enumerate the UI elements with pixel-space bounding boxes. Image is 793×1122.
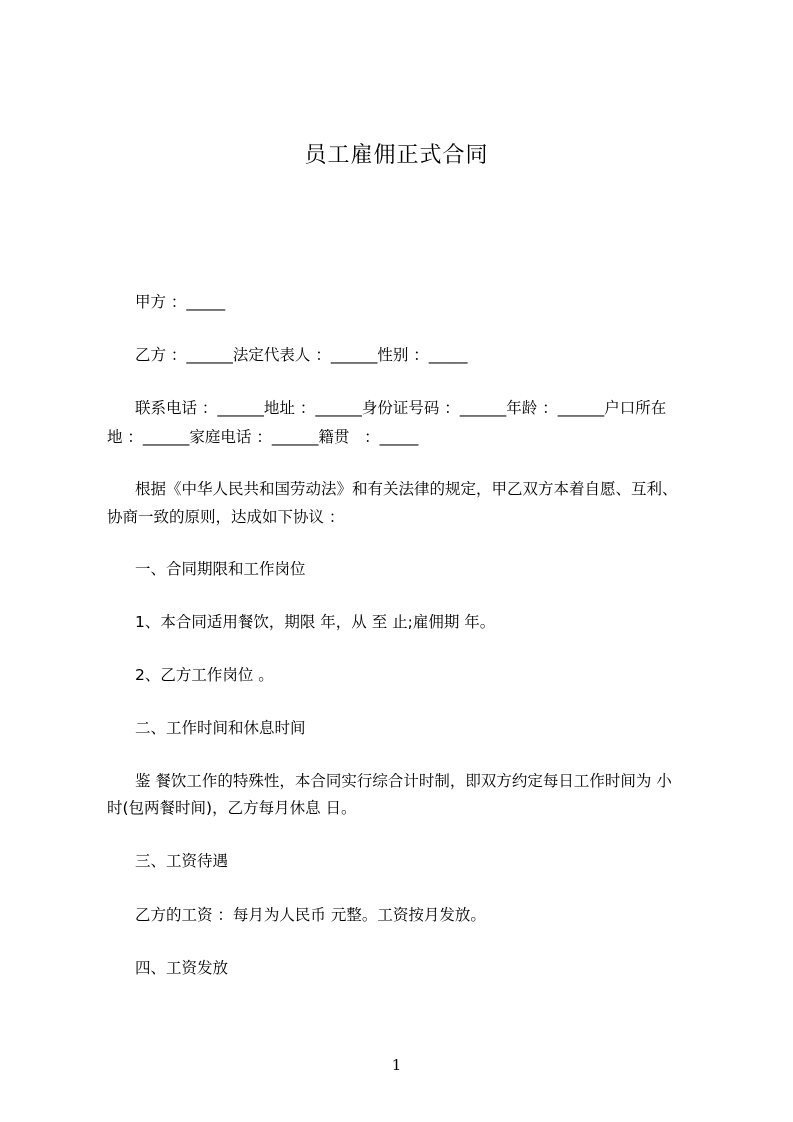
work-hours-line-2: 时(包两餐时间)，乙方每月休息 日。 (107, 799, 357, 817)
section-1-heading: 一、合同期限和工作岗位 (135, 560, 306, 578)
section-3-heading: 三、工资待遇 (135, 852, 229, 870)
contact-info-line-1: 联系电话 ：______地址 ：______身份证号码 ：______年龄 ：______户口所在 (135, 399, 667, 417)
section-4-heading: 四、工资发放 (135, 959, 229, 977)
contact-info-line-2: 地 ：______家庭电话 ：______籍贯 ：_____ (107, 428, 419, 446)
clause-1-2: 2、乙方工作岗位 。 (135, 666, 274, 684)
party-a-line: 甲方 ：_____ (135, 293, 226, 311)
clause-1-1: 1、本合同适用餐饮，期限 年，从 至 止;雇佣期 年。 (135, 613, 496, 631)
work-hours-line-1: 鉴 餐饮工作的特殊性，本合同实行综合计时制，即双方约定每日工作时间为 小 (135, 772, 672, 790)
salary-clause: 乙方的工资 ：每月为人民币 元整。工资按月发放。 (135, 906, 486, 924)
document-title: 员工雇佣正式合同 (304, 143, 489, 168)
section-2-heading: 二、工作时间和休息时间 (135, 719, 306, 737)
party-b-line: 乙方 ：______法定代表人 ：______性别 ：_____ (135, 346, 468, 364)
intro-line-1: 根据《中华人民共和国劳动法》和有关法律的规定，甲乙双方本着自愿、互利、 (135, 480, 678, 498)
intro-line-2: 协商一致的原则，达成如下协议 ： (107, 508, 345, 526)
page-number: 1 (391, 1056, 402, 1074)
